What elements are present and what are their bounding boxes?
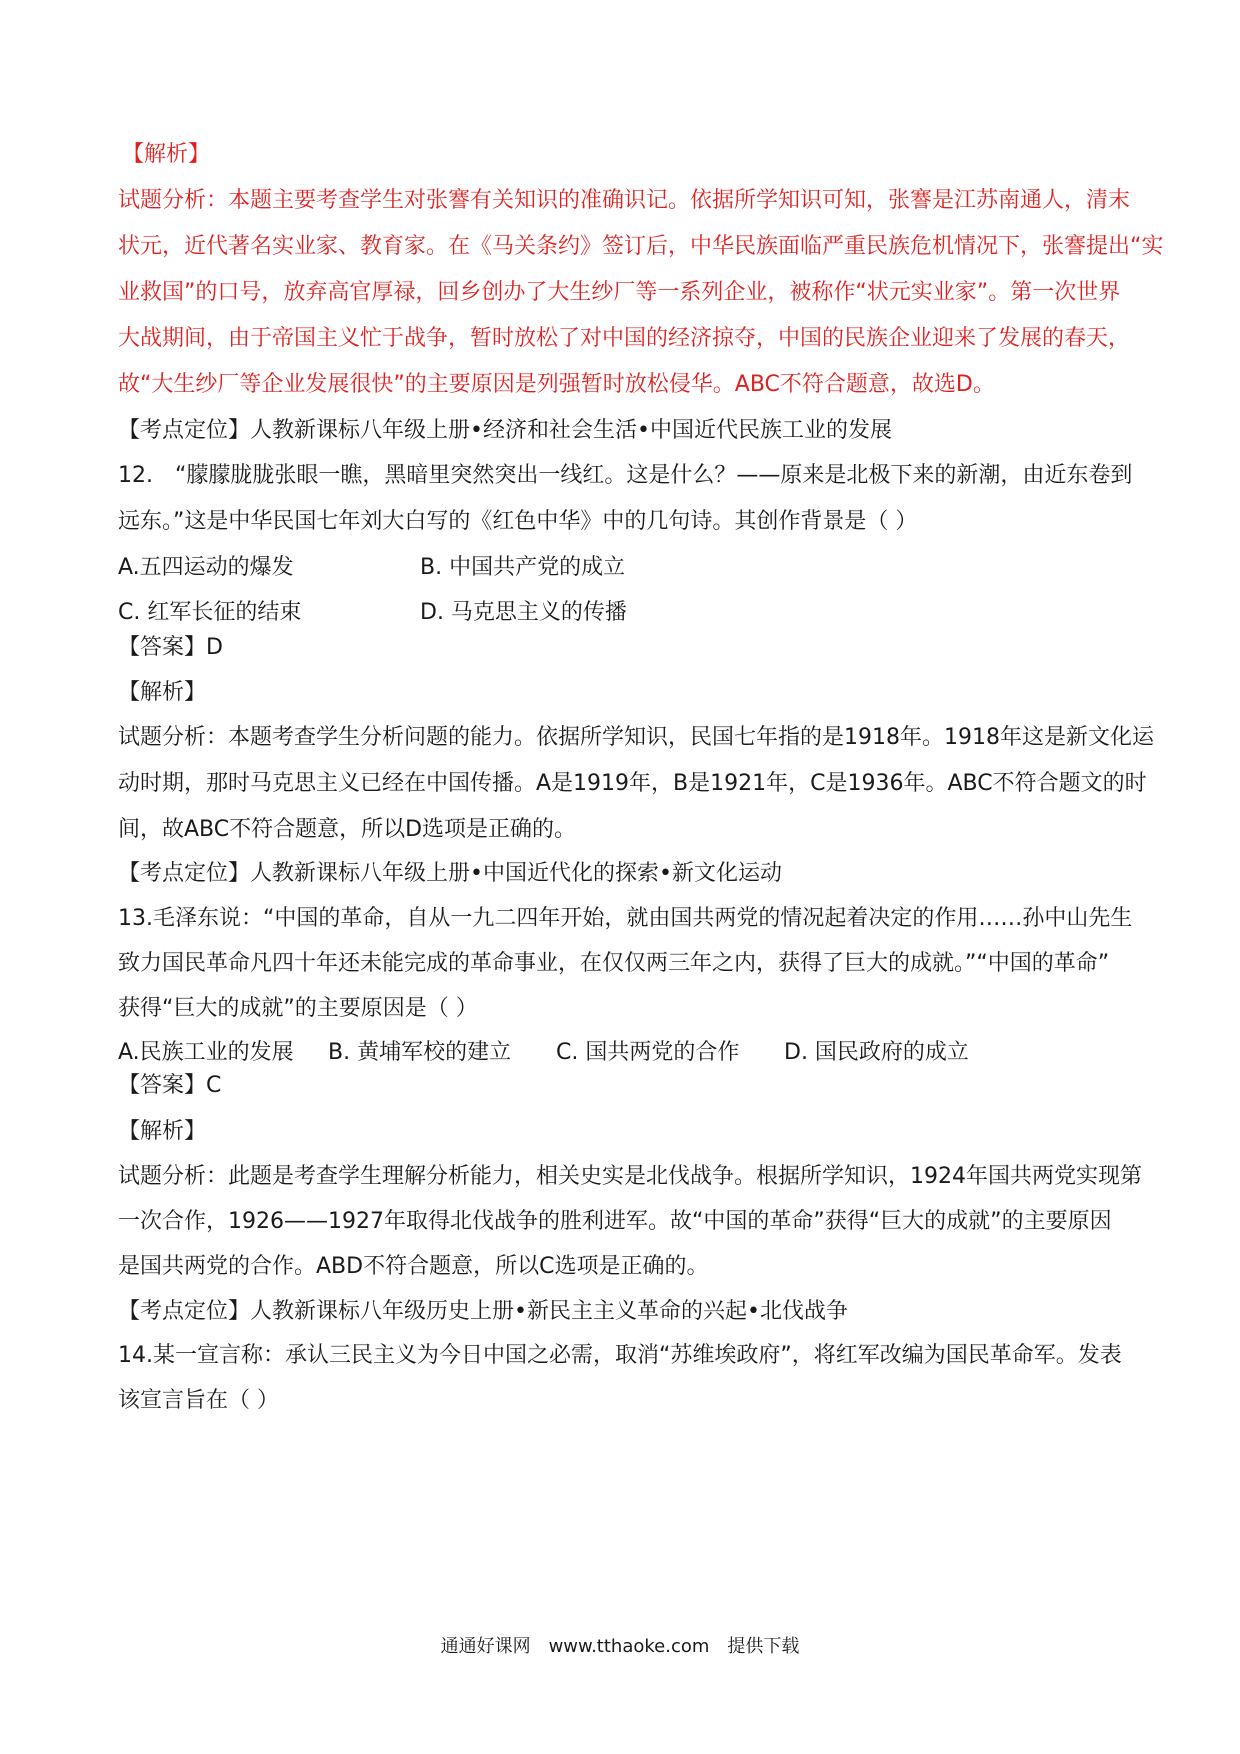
analysis-line: 试题分析：本题主要考查学生对张謇有关知识的准确识记。依据所学知识可知，张謇是江苏南通人，清末 [118,188,1131,213]
analysis-heading: 【解析】 [118,680,207,705]
analysis-line: 试题分析：本题考查学生分析问题的能力。依据所学知识，民国七年指的是1918年。1918年这是新文化运 [118,725,1154,750]
analysis-line: 间，故ABC不符合题意，所以D选项是正确的。 [118,817,577,842]
question-stem: 该宣言旨在（ ） [118,1388,279,1413]
analysis-line: 是国共两党的合作。ABD不符合题意，所以C选项是正确的。 [118,1254,709,1279]
question-stem: 12. “朦朦胧胧张眼一瞧，黑暗里突然突出一线红。这是什么？——原来是北极下来的新潮，由近东卷到 [118,463,1133,488]
question-stem: 13.毛泽东说：“中国的革命，自从一九二四年开始，就由国共两党的情况起着决定的作用……孙中山先生 [118,906,1133,931]
analysis-line: 一次合作，1926——1927年取得北伐战争的胜利进军。故“中国的革命”获得“巨大的成就”的主要原因 [118,1209,1112,1234]
option-c: C. 国共两党的合作 [556,1040,740,1065]
analysis-heading: 【解析】 [122,142,211,167]
analysis-line: 大战期间，由于帝国主义忙于战争，暂时放松了对中国的经济掠夺，中国的民族企业迎来了发展的春天， [118,326,1131,351]
kaodian-line: 【考点定位】人教新课标八年级上册•经济和社会生活•中国近代民族工业的发展 [118,418,892,443]
option-d: D. 国民政府的成立 [784,1040,969,1065]
kaodian-line: 【考点定位】人教新课标八年级上册•中国近代化的探索•新文化运动 [118,861,782,886]
question-stem: 14.某一宣言称：承认三民主义为今日中国之必需，取消“苏维埃政府”，将红军改编为国民革命军。发表 [118,1343,1122,1368]
page-footer: 通通好课网 www.tthaoke.com 提供下载 [440,1636,800,1657]
option-d: D. 马克思主义的传播 [420,600,627,625]
analysis-line: 动时期，那时马克思主义已经在中国传播。A是1919年，B是1921年，C是1936年。ABC不符合题文的时 [118,771,1147,796]
analysis-line: 试题分析：此题是考查学生理解分析能力，相关史实是北伐战争。根据所学知识，1924年国共两党实现第 [118,1164,1142,1189]
answer-line: 【答案】C [118,1073,222,1098]
question-stem: 远东。”这是中华民国七年刘大白写的《红色中华》中的几句诗。其创作背景是（ ） [118,509,918,534]
option-b: B. 黄埔军校的建立 [328,1040,512,1065]
question-stem: 获得“巨大的成就”的主要原因是（ ） [118,996,478,1021]
kaodian-line: 【考点定位】人教新课标八年级历史上册•新民主主义革命的兴起•北伐战争 [118,1299,848,1324]
analysis-line: 状元，近代著名实业家、教育家。在《马关条约》签订后，中华民族面临严重民族危机情况下，张謇提出“实 [118,234,1164,259]
question-stem: 致力国民革命凡四十年还未能完成的革命事业，在仅仅两三年之内，获得了巨大的成就。”“中国的革命” [118,951,1110,976]
option-a: A.五四运动的爆发 [118,555,294,580]
analysis-heading: 【解析】 [118,1119,207,1144]
analysis-line: 故“大生纱厂等企业发展很快”的主要原因是列强暂时放松侵华。ABC不符合题意，故选D。 [118,372,995,397]
option-c: C. 红军长征的结束 [118,600,302,625]
analysis-line: 业救国”的口号，放弃高官厚禄，回乡创办了大生纱厂等一系列企业，被称作“状元实业家”。第一次世界 [118,280,1121,305]
option-b: B. 中国共产党的成立 [420,555,626,580]
option-a: A.民族工业的发展 [118,1040,294,1065]
answer-line: 【答案】D [118,635,223,660]
